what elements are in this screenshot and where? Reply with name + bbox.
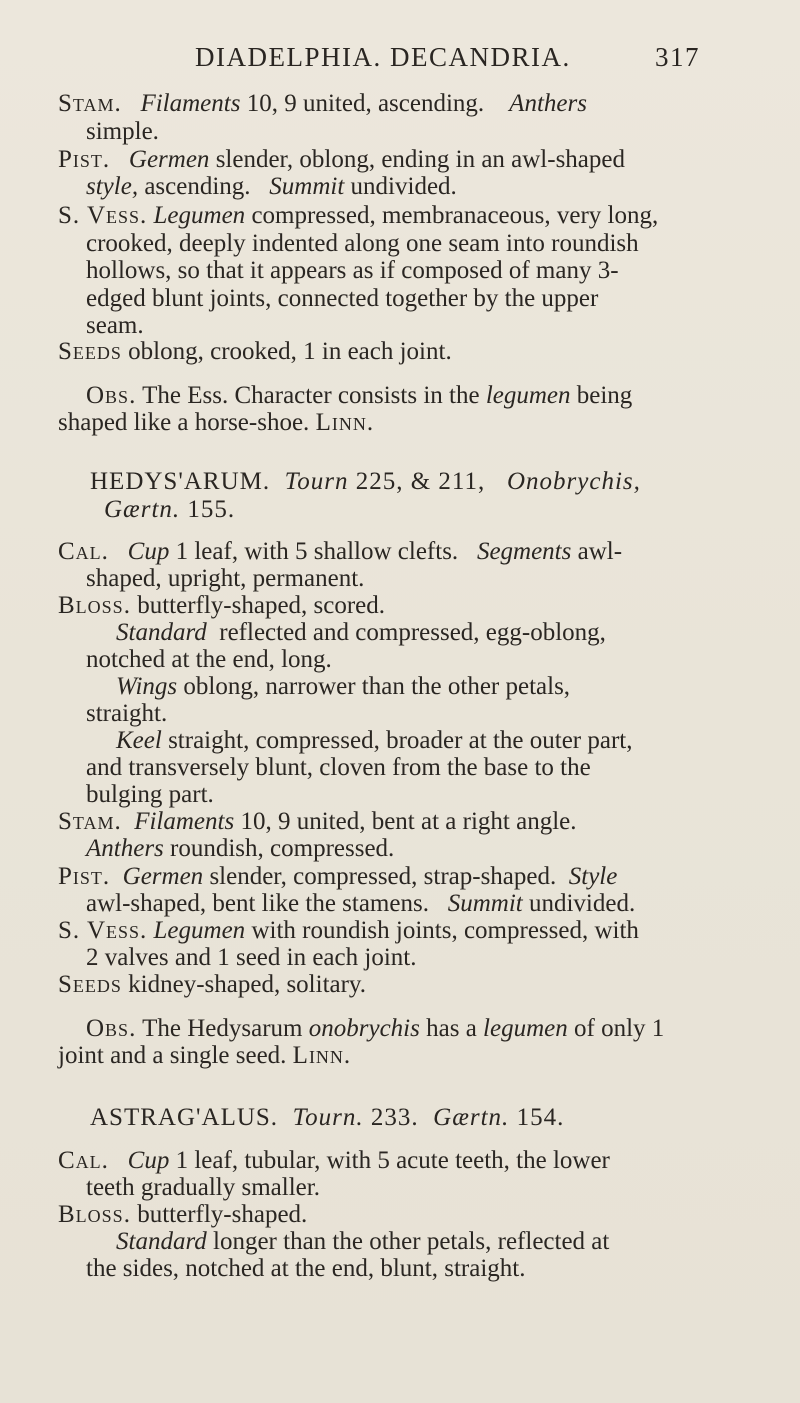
standard-line-2: notched at the end, long.	[86, 646, 332, 673]
vessel-line-2: crooked, deeply indented along one seam into roundish	[86, 230, 639, 257]
blossom-line: Bloss. butterfly-shaped, scored.	[58, 592, 386, 619]
keel-line-3: bulging part.	[86, 781, 214, 808]
calyx-line: Cal. Cup 1 leaf, with 5 shallow clefts. Segments awl-	[58, 538, 623, 565]
observation-line: Obs. The Ess. Character consists in the legumen being	[86, 382, 633, 409]
genus-heading-hedysarum: HEDYS'ARUM. Tourn 225, & 211, Onobrychis,	[90, 468, 641, 495]
standard-line-b3-2: the sides, notched at the end, blunt, straight.	[86, 1255, 526, 1282]
pistil-line: Pist. Germen slender, compressed, strap-shaped. Style	[58, 863, 618, 890]
pist-line-cont: style, ascending. Summit undivided.	[86, 173, 457, 200]
wings-line-2: straight.	[86, 700, 168, 727]
vessel-line-5: seam.	[86, 312, 144, 339]
observation-line-2: shaped like a horse-shoe. Linn.	[58, 409, 375, 436]
calyx-line-2: shaped, upright, permanent.	[86, 565, 365, 592]
vessel-line-b2-2: 2 valves and 1 seed in each joint.	[86, 944, 417, 971]
keel-line-2: and transversely blunt, cloven from the base to the	[86, 754, 591, 781]
vessel-line-3: hollows, so that it appears as if composed of many 3-	[86, 257, 619, 284]
vessel-line: S. Vess. Legumen compressed, membranaceous, very long,	[58, 202, 659, 229]
keel-line: Keel straight, compressed, broader at the outer part,	[116, 727, 633, 754]
stam-line: Stam. Filaments 10, 9 united, ascending. Anthers	[58, 90, 587, 117]
standard-line-b3: Standard longer than the other petals, reflected at	[116, 1228, 610, 1255]
vessel-line-b2: S. Vess. Legumen with roundish joints, compressed, with	[58, 917, 639, 944]
pist-line: Pist. Germen slender, oblong, ending in an awl-shaped	[58, 146, 626, 173]
seeds-line-b2: Seeds kidney-shaped, solitary.	[58, 971, 367, 998]
vessel-line-4: edged blunt joints, connected together by the upper	[86, 285, 599, 312]
calyx-line-b3-2: teeth gradually smaller.	[86, 1174, 320, 1201]
wings-line: Wings oblong, narrower than the other petals,	[116, 673, 571, 700]
seeds-line: Seeds oblong, crooked, 1 in each joint.	[58, 338, 452, 365]
blossom-line-b3: Bloss. butterfly-shaped.	[58, 1201, 308, 1228]
standard-line: Standard reflected and compressed, egg-oblong,	[116, 619, 606, 646]
genus-reference: Gærtn. 155.	[104, 496, 236, 523]
observation-line-b2: Obs. The Hedysarum onobrychis has a legumen of only 1	[86, 1015, 665, 1042]
stam-line-cont: simple.	[86, 118, 159, 145]
genus-heading-astragalus: ASTRAG'ALUS. Tourn. 233. Gærtn. 154.	[90, 1104, 565, 1131]
observation-line-b2-2: joint and a single seed. Linn.	[58, 1042, 352, 1069]
anthers-line: Anthers roundish, compressed.	[86, 835, 395, 862]
calyx-line-b3: Cal. Cup 1 leaf, tubular, with 5 acute teeth, the lower	[58, 1147, 610, 1174]
running-title: DIADELPHIA. DECANDRIA.	[195, 42, 571, 72]
pistil-line-2: awl-shaped, bent like the stamens. Summit undivided.	[86, 890, 636, 917]
page-number: 317	[655, 42, 700, 72]
stamens-line: Stam. Filaments 10, 9 united, bent at a right angle.	[58, 808, 577, 835]
